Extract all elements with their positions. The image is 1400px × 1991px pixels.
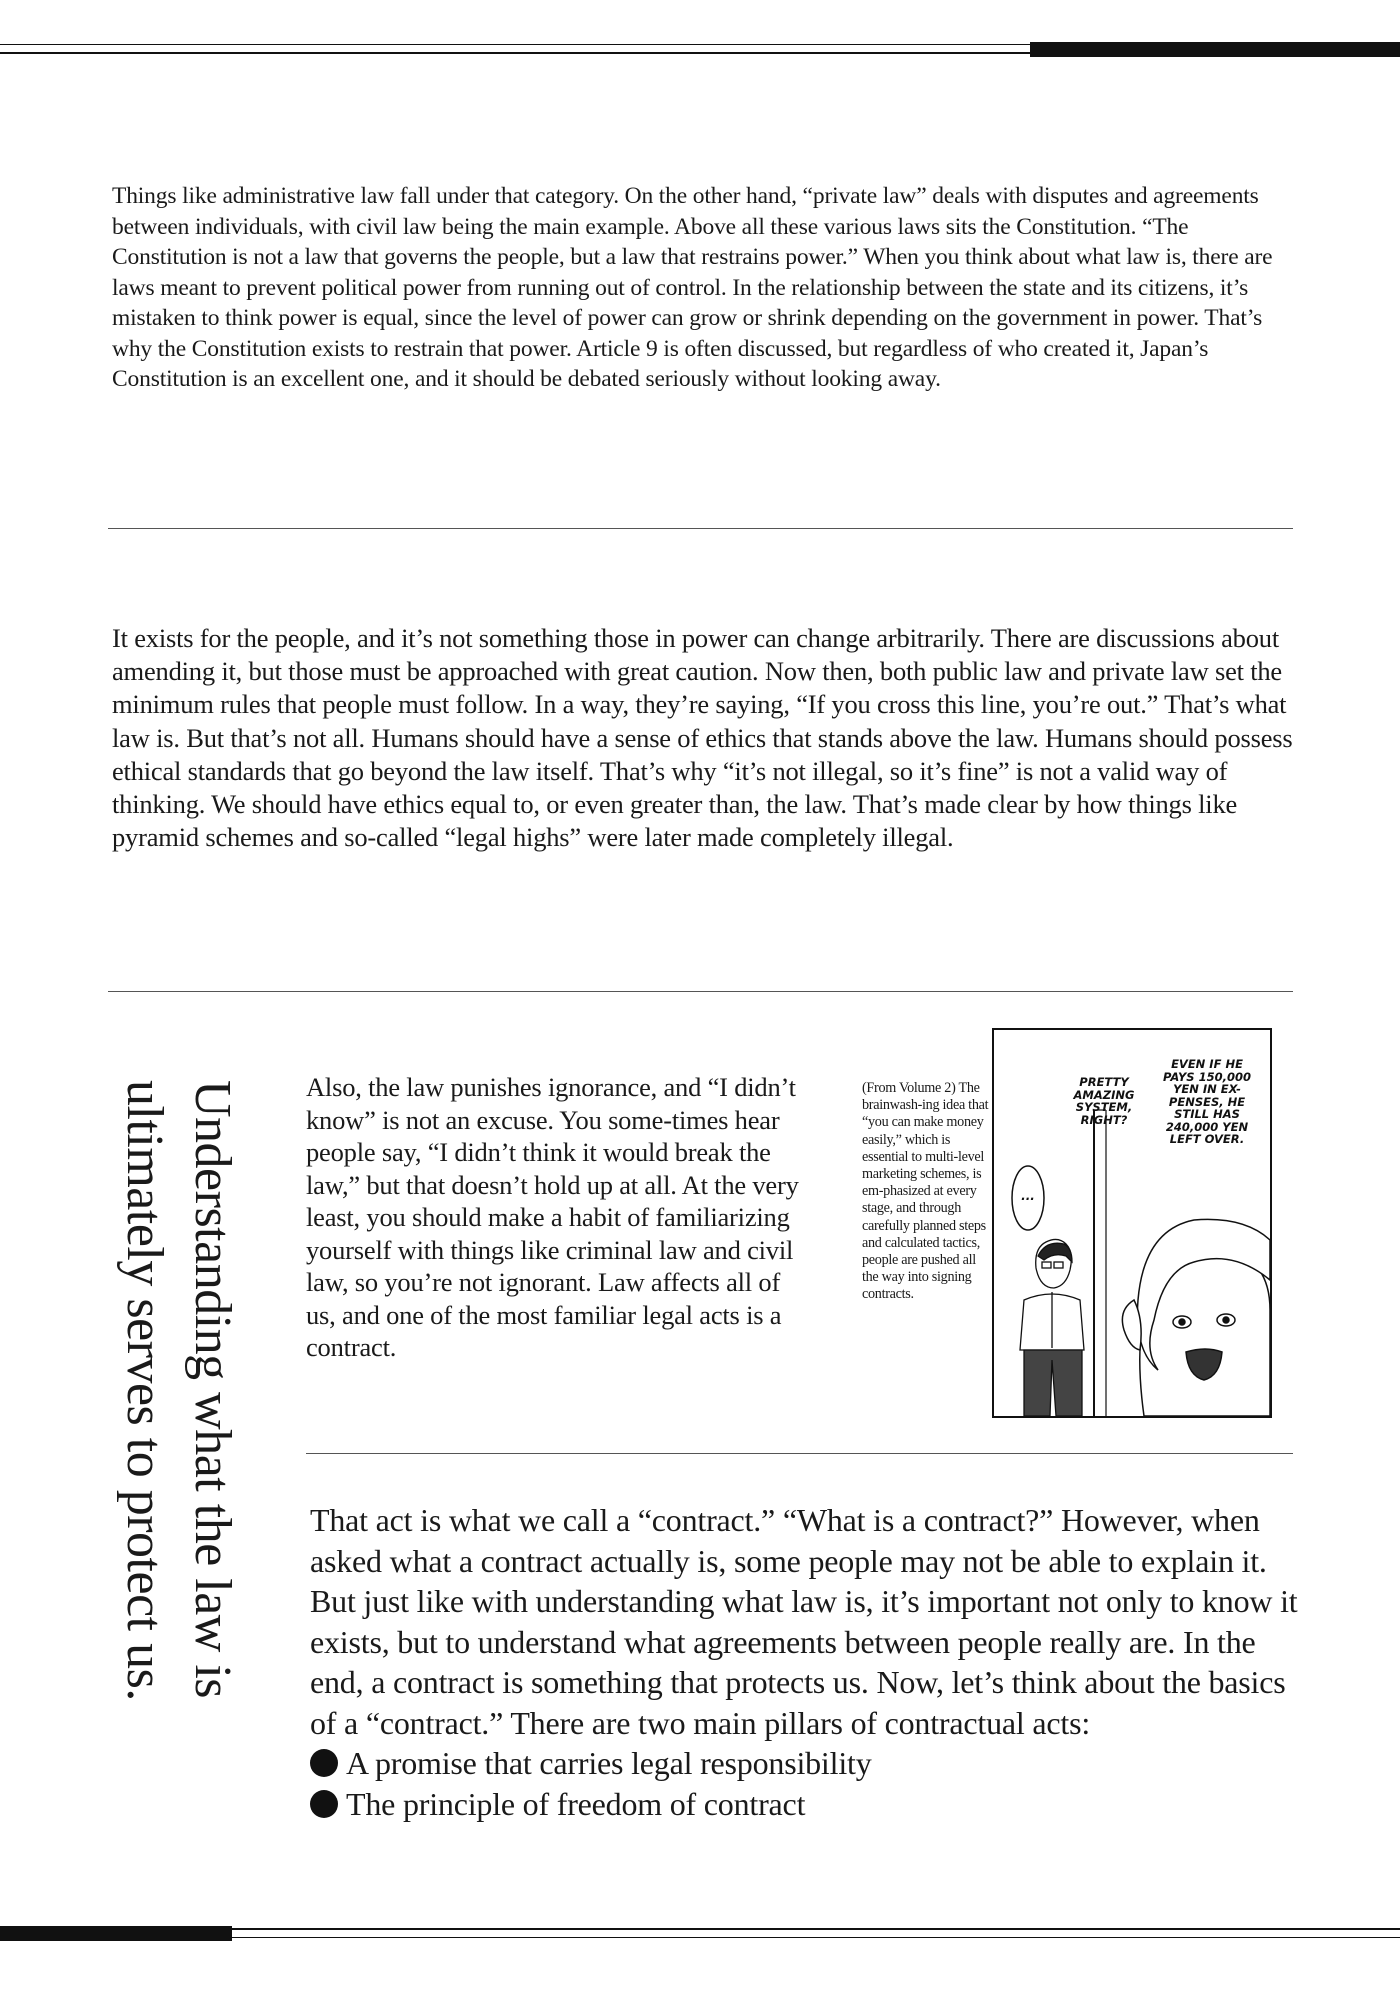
paragraph-constitution: Things like administrative law fall under that category. On the other hand, “private law” deals with disputes and agreements between individuals, with civil law being the main example. Above all these various laws sits the Constitution. “The Constitution is not a law that governs the people, but a law that restrains power.” When you think about what law is, there are laws meant to prevent political power from running out of control. In the relationship between the state and its citizens, it’s mistaken to think power is equal, since the level of power can grow or shrink depending on the government in power. That’s why the Constitution exists to restrain that power. Article 9 is often discussed, but regardless of who created it, Japan’s Constitution is an excellent one, and it should be debated seriously without looking away. <box>112 183 1273 392</box>
bullet-dot-icon <box>310 1749 338 1777</box>
bottom-rule-thin <box>232 1928 1400 1930</box>
bullet-item-2 <box>310 1784 1310 1825</box>
speech-bubble-3: ... <box>1021 1189 1035 1203</box>
vertical-heading-line-1: Understanding what the law is <box>184 1080 241 1699</box>
bullet-item-1-text: A promise that carries legal responsibility <box>346 1745 872 1781</box>
section-divider-1 <box>108 528 1293 529</box>
speech-bubble-2: EVEN IF HE PAYS 150,000 YEN IN EX-PENSES, HE STILL HAS 240,000 YEN LEFT OVER. <box>1163 1057 1251 1146</box>
vertical-heading-line-2: ultimately serves to protect us. <box>116 1080 173 1701</box>
section-divider-3 <box>306 1453 1293 1454</box>
paragraph-ethics: It exists for the people, and it’s not something those in power can change arbitrarily. There are discussions about amending it, but those must be approached with great caution. Now then, both public law and private law set the minimum rules that people must follow. In a way, they’re saying, “If you cross this line, you’re out.” That’s what law is. But that’s not all. Humans should have a sense of ethics that stands above the law. Humans should possess ethical standards that go beyond the law itself. That’s why “it’s not illegal, so it’s fine” is not a valid way of thinking. We should have ethics equal to, or even greater than, the law. That’s made clear by how things like pyramid schemes and so-called “legal highs” were later made completely illegal. <box>112 623 1293 853</box>
top-rule-thick <box>1030 42 1400 57</box>
bottom-rule-thick <box>0 1926 232 1941</box>
paragraph-ignorance: Also, the law punishes ignorance, and “I didn’t know” is not an excuse. You some-times hear people say, “I didn’t think it would break the law,” but that doesn’t hold up at all. At the very least, you should make a habit of familiarizing yourself with things like criminal law and civil law, so you’re not ignorant. Law affects all of us, and one of the most familiar legal acts is a contract. <box>306 1072 799 1362</box>
section-divider-2 <box>108 991 1293 992</box>
manga-caption: (From Volume 2) The brainwash-ing idea that “you can make money easily,” which is essential to multi-level marketing schemes, is em-phasized at every stage, and through carefully planned steps and calculated tactics, people are pushed all the way into signing contracts. <box>862 1080 989 1303</box>
bullet-item-2-text: The principle of freedom of contract <box>346 1785 806 1822</box>
manga-panel <box>992 1028 1272 1418</box>
vertical-heading <box>112 1080 252 1880</box>
bullet-item-1 <box>310 1743 1310 1784</box>
speech-bubble-1: PRETTY AMAZING SYSTEM, RIGHT? <box>1073 1075 1135 1127</box>
top-rule-thin-2 <box>0 52 1032 54</box>
bullet-dot-icon <box>310 1790 338 1818</box>
paragraph-contract <box>310 1500 1310 1824</box>
top-rule-thin <box>0 44 1032 45</box>
bottom-rule-thin-2 <box>232 1937 1400 1938</box>
paragraph-contract-text: That act is what we call a “contract.” “What is a contract?” However, when asked what a contract actually is, some people may not be able to explain it. But just like with understanding what law is, it’s important not only to know it exists, but to understand what agreements between people really are. In the end, a contract is something that protects us. Now, let’s think about the basics of a “contract.” There are two main pillars of contractual acts: <box>310 1502 1298 1741</box>
